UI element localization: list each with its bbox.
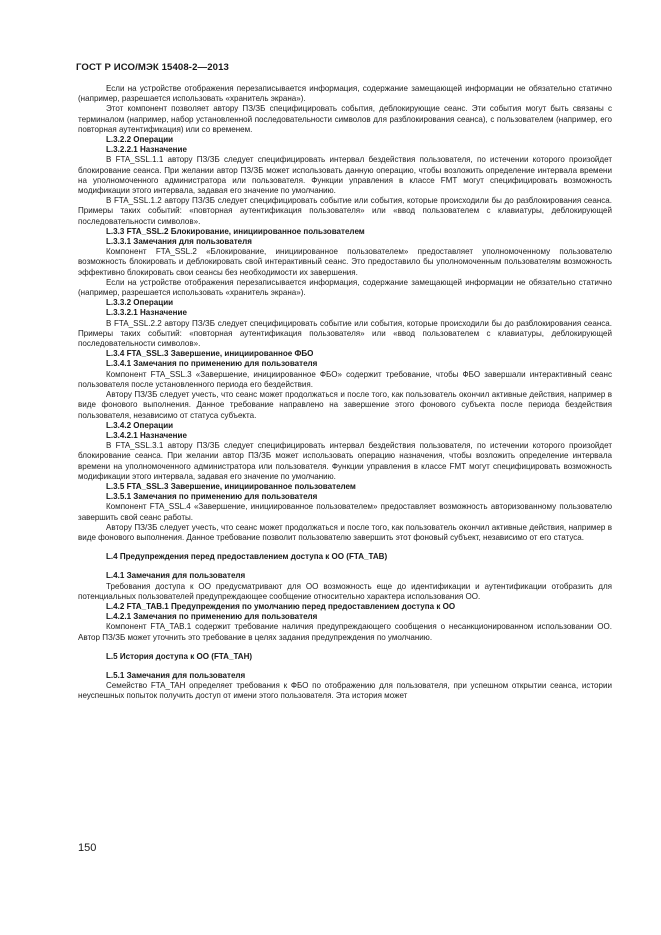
section-heading: L.3.3.2 Операции (106, 298, 174, 308)
body-paragraph: Если на устройстве отображения перезаписывается информация, содержание замещающей информации не обязательно статично (например, разрешается использовать «хранитель экрана»). (78, 84, 612, 104)
section-heading: L.5.1 Замечания для пользователя (106, 670, 246, 680)
section-heading: L.4.2 FTA_TAB.1 Предупреждения по умолчанию перед предоставлением доступа к ОО (106, 601, 456, 611)
section-heading: L.3.5 FTA_SSL.3 Завершение, инициированное пользователем (106, 481, 356, 491)
section-heading: L.3.3 FTA_SSL.2 Блокирование, инициированное пользователем (106, 226, 365, 236)
body-paragraph: Компонент FTA_SSL.3 «Завершение, инициированное ФБО» содержит требование, чтобы ФБО завершали интерактивный сеанс пользователя после установленного периода его бездействия. (78, 369, 612, 389)
body-paragraph: Компонент FTA_TAB.1 содержит требование наличия предупреждающего сообщения о несанкционированном использовании ОО. Автор ПЗ/ЗБ может уточнить это требование в целях задания предупреждения по умолчанию. (78, 622, 612, 642)
section-heading: L.5 История доступа к ОО (FTA_TAH) (106, 651, 253, 661)
section-heading: L.3.2.2 Операции (106, 135, 174, 145)
body-paragraph: В FTA_SSL.3.1 автору ПЗ/ЗБ следует специфицировать интервал бездействия пользователя, по истечении которого произойдет блокирование сеанса. При желании автор ПЗ/ЗБ может использовать операцию назначения, чтобы возложить определение интервала времени на уполномоченного администратора или пользователя. Функции управления в классе FMT могут специфицировать возможность модификации этого интервала, задавая его значение по умолчанию. (78, 441, 612, 481)
body-paragraph: Семейство FTA_TAH определяет требования к ФБО по отображению для пользователя, при успешном открытии сеанса, истории неуспешных попыток получить доступ от имени этого пользователя. Эта история может (78, 681, 612, 701)
body-paragraph: В FTA_SSL.2.2 автору ПЗ/ЗБ следует специфицировать событие или события, которые происходили бы до разблокирования сеанса. Примеры таких событий: «повторная аутентификация пользователя» или «ввод пользователем с клавиатуры, деблокирующей последовательности символов». (78, 318, 612, 349)
body-paragraph: Автору ПЗ/ЗБ следует учесть, что сеанс может продолжаться и после того, как пользователь окончил активные действия, например в виде фонового выполнения. Данное требование направлено на завершение этого фонового субъекта после периода бездействия пользователя, независимо от статуса субъекта. (78, 390, 612, 420)
body-paragraph: Этот компонент позволяет автору ПЗ/ЗБ специфицировать события, деблокирующие сеанс. Эти события могут быть связаны с терминалом (например, набор установленной последовательности символов для разблокирования сеанса), с пользователем (например, его повторная аутентификация) или со временем. (78, 104, 612, 134)
body-paragraph: В FTA_SSL.1.2 автору ПЗ/ЗБ следует специфицировать событие или события, которые происходили бы до разблокирования сеанса. Примеры таких событий: «повторная аутентификация пользователя» или «ввод пользователем с клавиатуры, деблокирующей последовательности символов». (78, 196, 612, 226)
section-heading: L.3.4.1 Замечания по применению для пользователя (106, 359, 318, 369)
body-paragraph: Автору ПЗ/ЗБ следует учесть, что сеанс может продолжаться и после того, как пользователь окончил активные действия, например в виде фонового выполнения. Данное требование позволит пользователю завершить этот фоновый субъект, независимо от его статуса. (78, 522, 612, 542)
body-paragraph: В FTA_SSL.1.1 автору ПЗ/ЗБ следует специфицировать интервал бездействия пользователя, по истечении которого произойдет блокирование сеанса. При желании автор ПЗ/ЗБ может использовать данную операцию, чтобы возложить определение интервала времени на уполномоченного администратора или пользователя. Функции управления в классе FMT могут специфицировать возможность модификации этого интервала, задавая его значение по умолчанию. (78, 155, 612, 196)
page-header: ГОСТ Р ИСО/МЭК 15408-2—2013 (76, 62, 229, 73)
section-heading: L.3.3.1 Замечания для пользователя (106, 237, 252, 247)
body-paragraph: Если на устройстве отображения перезаписывается информация, содержание замещающей информации не обязательно статично (например, разрешается использовать «хранитель экрана»). (78, 277, 612, 298)
document-body (78, 84, 612, 702)
section-heading: L.3.5.1 Замечания по применению для пользователя (106, 492, 318, 502)
section-heading: L.3.4 FTA_SSL.3 Завершение, инициированное ФБО (106, 349, 314, 359)
section-heading: L.4.2.1 Замечания по применению для пользователя (106, 612, 318, 622)
page-number: 150 (78, 842, 97, 854)
body-paragraph: Требования доступа к ОО предусматривают для ОО возможность еще до идентификации и аутентификации отобразить для потенциальных пользователей предупреждающее сообщение относительно характера использования ОО. (78, 581, 612, 601)
section-heading: L.4.1 Замечания для пользователя (106, 571, 246, 581)
section-heading: L.3.2.2.1 Назначение (106, 145, 187, 155)
body-paragraph: Компонент FTA_SSL.2 «Блокирование, инициированное пользователем» предоставляет уполномоченному пользователю возможность блокировать и деблокировать свой интерактивный сеанс. Это предоставило бы уполномоченным пользователям возможность эффективно блокировать свои сеансы без необходимости их завершения. (78, 247, 612, 277)
body-paragraph: Компонент FTA_SSL.4 «Завершение, инициированное пользователем» предоставляет возможность авторизованному пользователю завершить свой сеанс работы. (78, 502, 612, 522)
section-heading: L.3.4.2 Операции (106, 420, 174, 430)
section-heading: L.3.3.2.1 Назначение (106, 308, 187, 318)
section-heading: L.4 Предупреждения перед предоставлением доступа к ОО (FTA_TAB) (106, 552, 388, 562)
section-heading: L.3.4.2.1 Назначение (106, 430, 187, 440)
